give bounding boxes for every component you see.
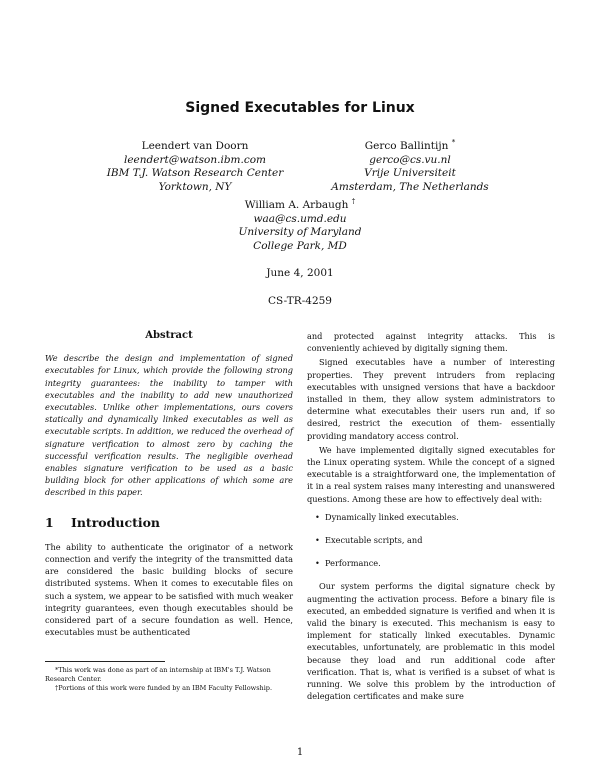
bullet-icon: • xyxy=(315,535,320,546)
list-item xyxy=(315,534,555,546)
footnote: †Portions of this work were funded by an IBM Faculty Fellowship. xyxy=(55,684,273,692)
author-affiliation: University of Maryland xyxy=(238,226,362,238)
author-location: Yorktown, NY xyxy=(158,180,232,193)
author-email: gerco@cs.vu.nl xyxy=(369,153,451,166)
bullet-icon: • xyxy=(315,558,320,569)
right-column xyxy=(307,330,555,702)
list-item-text: Executable scripts, and xyxy=(325,535,423,546)
left-column xyxy=(45,330,293,638)
body-paragraph: We have implemented digitally signed executables for the Linux operating system. While the concept of a signed executable is a straightforward one, the implementation of it in a real system raises many interesting and unanswered questions. Among these are how to effectively deal with: xyxy=(307,444,555,504)
author-location: College Park, MD xyxy=(253,239,347,252)
section-title: Introduction xyxy=(71,514,161,530)
section-heading xyxy=(45,514,293,530)
author-name: Leendert van Doorn xyxy=(141,140,249,152)
body-paragraph: Our system performs the digital signature check by augmenting the activation process. Before a binary file is executed, an embedded signature is verified and when it is valid the binary is executed. This mechanism is easy to implement for statically linked executables. Dynamic executables, unfortunately, are problematic in this model because they load and run additional code after verification. That is, what is verified is a subset of what is running. We solve this problem by the introduction of delegation certificates and make sure xyxy=(307,581,555,702)
body-paragraph: and protected against integrity attacks. This is conveniently achieved by digitally signing them. xyxy=(307,331,555,354)
footnote-mark: * xyxy=(451,138,456,147)
list-item xyxy=(315,511,555,523)
author-block-2 xyxy=(310,140,510,194)
list-item xyxy=(315,557,555,569)
footnote-mark: † xyxy=(351,197,356,206)
paper-title: Signed Executables for Linux xyxy=(185,100,415,116)
body-paragraph: Signed executables have a number of interesting properties. They prevent intruders from replacing executables with unsigned versions that have a backdoor installed in them, they allow system administrators to determine what executables their users run and, if so desired, restrict the execution of them- essentially providing mandatory access control. xyxy=(307,357,555,441)
bullet-icon: • xyxy=(315,511,320,522)
list-item-text: Performance. xyxy=(325,558,381,569)
author-block-1 xyxy=(95,140,295,194)
author-location: Amsterdam, The Netherlands xyxy=(331,180,489,193)
author-affiliation: IBM T.J. Watson Research Center xyxy=(106,167,284,179)
bullet-list xyxy=(307,511,555,570)
footnote: *This work was done as part of an internship at IBM's T.J. Watson Research Center. xyxy=(45,666,271,683)
section-number: 1 xyxy=(45,514,54,530)
page-number: 1 xyxy=(296,747,304,758)
footnotes xyxy=(45,661,293,693)
author-email: waa@cs.umd.edu xyxy=(253,212,347,225)
author-email: leendert@watson.ibm.com xyxy=(123,153,267,166)
footnote-divider xyxy=(45,661,165,662)
author-name: Gerco Ballintijn xyxy=(364,140,449,152)
report-number: CS-TR-4259 xyxy=(268,295,332,307)
author-name: William A. Arbaugh xyxy=(244,199,349,211)
abstract-heading: Abstract xyxy=(145,330,193,341)
list-item-text: Dynamically linked executables. xyxy=(325,511,459,522)
intro-paragraph: The ability to authenticate the originator of a network connection and verify the integrity of the transmitted data are considered the basic building blocks of secure distributed systems. When it comes to executable files on such a system, we appear to be satisfied with much weaker integrity guarantees, even though executables should be considered part of a secure foundation as well. Hence, executables must be authenticated xyxy=(45,541,293,638)
abstract-text: We describe the design and implementation of signed executables for Linux, which provide the following strong integrity guarantees: the inability to tamper with executables and the inability to add new unauthorized executables. Unlike other implementations, ours covers statically and dynamically linked executables as well as executable scripts. In addition, we reduced the overhead of signature verification to almost zero by caching the successful verification results. The negligible overhead enables signature verification to be used as a basic building block for other applications of which some are described in this paper. xyxy=(45,353,293,498)
author-affiliation: Vrije Universiteit xyxy=(364,167,456,179)
paper-date: June 4, 2001 xyxy=(266,267,334,279)
author-block-3 xyxy=(200,199,400,253)
